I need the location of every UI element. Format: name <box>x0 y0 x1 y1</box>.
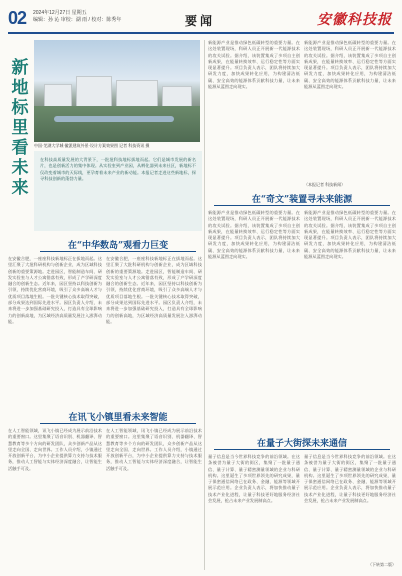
issue-date: 2024年12月27日 星期五 <box>33 10 87 16</box>
lead-box <box>34 151 202 231</box>
page-header <box>0 0 402 34</box>
section-title: 要闻 <box>185 14 216 28</box>
byline-1: （本报记者 科技新闻） <box>304 182 346 187</box>
article-3-body-left: 新能源产业是推动绿色低碳转型的重要力量。在这处装置现场，科研人员正开展新一代能源技术的攻关试验。据介绍，该装置集成了多项自主创新成果，在能量转换效率、运行稳定性等方面实现显著提升。项目负责人表示，团队将持续加大研发力度，加快成果转化应用，为构建清洁低碳、安全高效的能源体系贡献科技力量，让未来能源从蓝图走向现实。 <box>208 210 300 260</box>
continued-note: （下转第二版） <box>368 562 396 567</box>
article-3-body-right: 新能源产业是推动绿色低碳转型的重要力量。在这处装置现场，科研人员正开展新一代能源技术的攻关试验。据介绍，该装置集成了多项自主创新成果，在能量转换效率、运行稳定性等方面实现显著提升。项目负责人表示，团队将持续加大研发力度，加快成果转化应用，为构建清洁低碳、安全高效的能源体系贡献科技力量，让未来能源从蓝图走向现实。 <box>304 210 396 260</box>
article-2-title: 在讯飞小镇里看未来智能 <box>68 413 168 423</box>
photo-caption: 中国·芜湖大学城·徽派建筑外景·设计方案效果图 记者 科技资讯 摄 <box>34 143 150 148</box>
article-4-body-left: 量子信息是当今世界科技竞争的前沿领域。在这条被誉为量子大街的街区，集聚了一批量子通信、量子计算、量子精密测量领域的企业与科研机构。这里诞生了多项世界领先的研究成果，量子保密通信网络已在政务、金融、能源等领域开展示范应用。企业负责人表示，将加快推动量子技术产业化进程，让量子科技更好地服务经济社会发展，抢占未来产业发展制高点。 <box>208 454 300 504</box>
article-1-body-left: 在安徽合肥，一座座科技新地标正在拔地而起。这里汇聚了大批科研机构与创新企业，成为区域科技创新的重要策源地。走进园区，智能制造车间、研发实验室与人才公寓错落有致，形成了产学研深度融合的创新生态。近年来，园区坚持以科技创新为引领，持续优化营商环境，吸引了众多高端人才与优质项目落地生根。一批关键核心技术取得突破，部分成果达到国际先进水平。园区负责人介绍，未来将进一步加强基础研究投入，打造具有全球影响力的创新高地，为区域经济高质量发展注入澎湃动能。 <box>8 256 102 324</box>
column-divider <box>204 40 205 570</box>
article-2-rule <box>40 423 196 424</box>
article-2-body-left: 在人工智能领域，讯飞小镇已经成为展示前沿技术的重要窗口。这里集聚了语音识别、机器翻译、智慧教育等多个方向的研发团队，众多创新产品从这里走向全国、走向世界。工作人员介绍，小镇通过开放创新平台，为中小企业提供算力支持与技术服务，推动人工智能与实体经济深度融合，让智能生活触手可及。 <box>8 428 102 471</box>
article-2-body-right: 在人工智能领域，讯飞小镇已经成为展示前沿技术的重要窗口。这里集聚了语音识别、机器翻译、智慧教育等多个方向的研发团队，众多创新产品从这里走向全国、走向世界。工作人员介绍，小镇通过开放创新平台，为中小企业提供算力支持与技术服务，推动人工智能与实体经济深度融合，让智能生活触手可及。 <box>106 428 202 471</box>
article-4-title: 在量子大街探未来通信 <box>256 439 347 449</box>
article-1-body-right: 在安徽合肥，一座座科技新地标正在拔地而起。这里汇聚了大批科研机构与创新企业，成为区域科技创新的重要策源地。走进园区，智能制造车间、研发实验室与人才公寓错落有致，形成了产学研深度融合的创新生态。近年来，园区坚持以科技创新为引领，持续优化营商环境，吸引了众多高端人才与优质项目落地生根。一批关键核心技术取得突破，部分成果达到国际先进水平。园区负责人介绍，未来将进一步加强基础研究投入，打造具有全球影响力的创新高地，为区域经济高质量发展注入澎湃动能。 <box>106 256 202 324</box>
article-4-body-right: 量子信息是当今世界科技竞争的前沿领域。在这条被誉为量子大街的街区，集聚了一批量子通信、量子计算、量子精密测量领域的企业与科研机构。这里诞生了多项世界领先的研究成果，量子保密通信网络已在政务、金融、能源等领域开展示范应用。企业负责人表示，将加快推动量子技术产业化进程，让量子科技更好地服务经济社会发展，抢占未来产业发展制高点。 <box>304 454 396 504</box>
newspaper-logo: 安徽科技报 <box>317 13 392 28</box>
page-number: 02 <box>8 8 27 28</box>
lead-text: 在科技高质量发展的大背景下，一批批科技地标拔地而起。它们是城市发展的新名片，也是创新活力的集中体现。从实验室到产业园，从孵化器到未来社区，新地标不仅改变着城市的天际线，更孕育着未来产业的新动能。本报记者走进这些新地标，探寻科技创新的蓬勃力量。 <box>40 157 196 181</box>
issue-meta <box>33 10 121 24</box>
article-1-rule <box>40 251 196 252</box>
article-3-intro-right: 新能源产业是推动绿色低碳转型的重要力量。在这处装置现场，科研人员正开展新一代能源技术的攻关试验。据介绍，该装置集成了多项自主创新成果，在能量转换效率、运行稳定性等方面实现显著提升。项目负责人表示，团队将持续加大研发力度，加快成果转化应用，为构建清洁低碳、安全高效的能源体系贡献科技力量，让未来能源从蓝图走向现实。 <box>304 40 396 90</box>
article-3-title: 在“奇文”装置寻未来能源 <box>251 195 353 205</box>
article-3-intro-left: 新能源产业是推动绿色低碳转型的重要力量。在这处装置现场，科研人员正开展新一代能源技术的攻关试验。据介绍，该装置集成了多项自主创新成果，在能量转换效率、运行稳定性等方面实现显著提升。项目负责人表示，团队将持续加大研发力度，加快成果转化应用，为构建清洁低碳、安全高效的能源体系贡献科技力量，让未来能源从蓝图走向现实。 <box>208 40 300 90</box>
feature-vertical-title: 新地标里看未来 <box>11 58 29 197</box>
feature-photo <box>34 40 200 142</box>
article-1-title: 在“中华数岛”观看力巨变 <box>67 241 169 251</box>
article-4-rule <box>214 449 390 450</box>
issue-editors: 编辑：孙 沁 审校：湖 雨 / 校对：陈秀年 <box>33 17 122 23</box>
article-3-rule <box>214 205 390 206</box>
header-rule <box>8 32 394 34</box>
